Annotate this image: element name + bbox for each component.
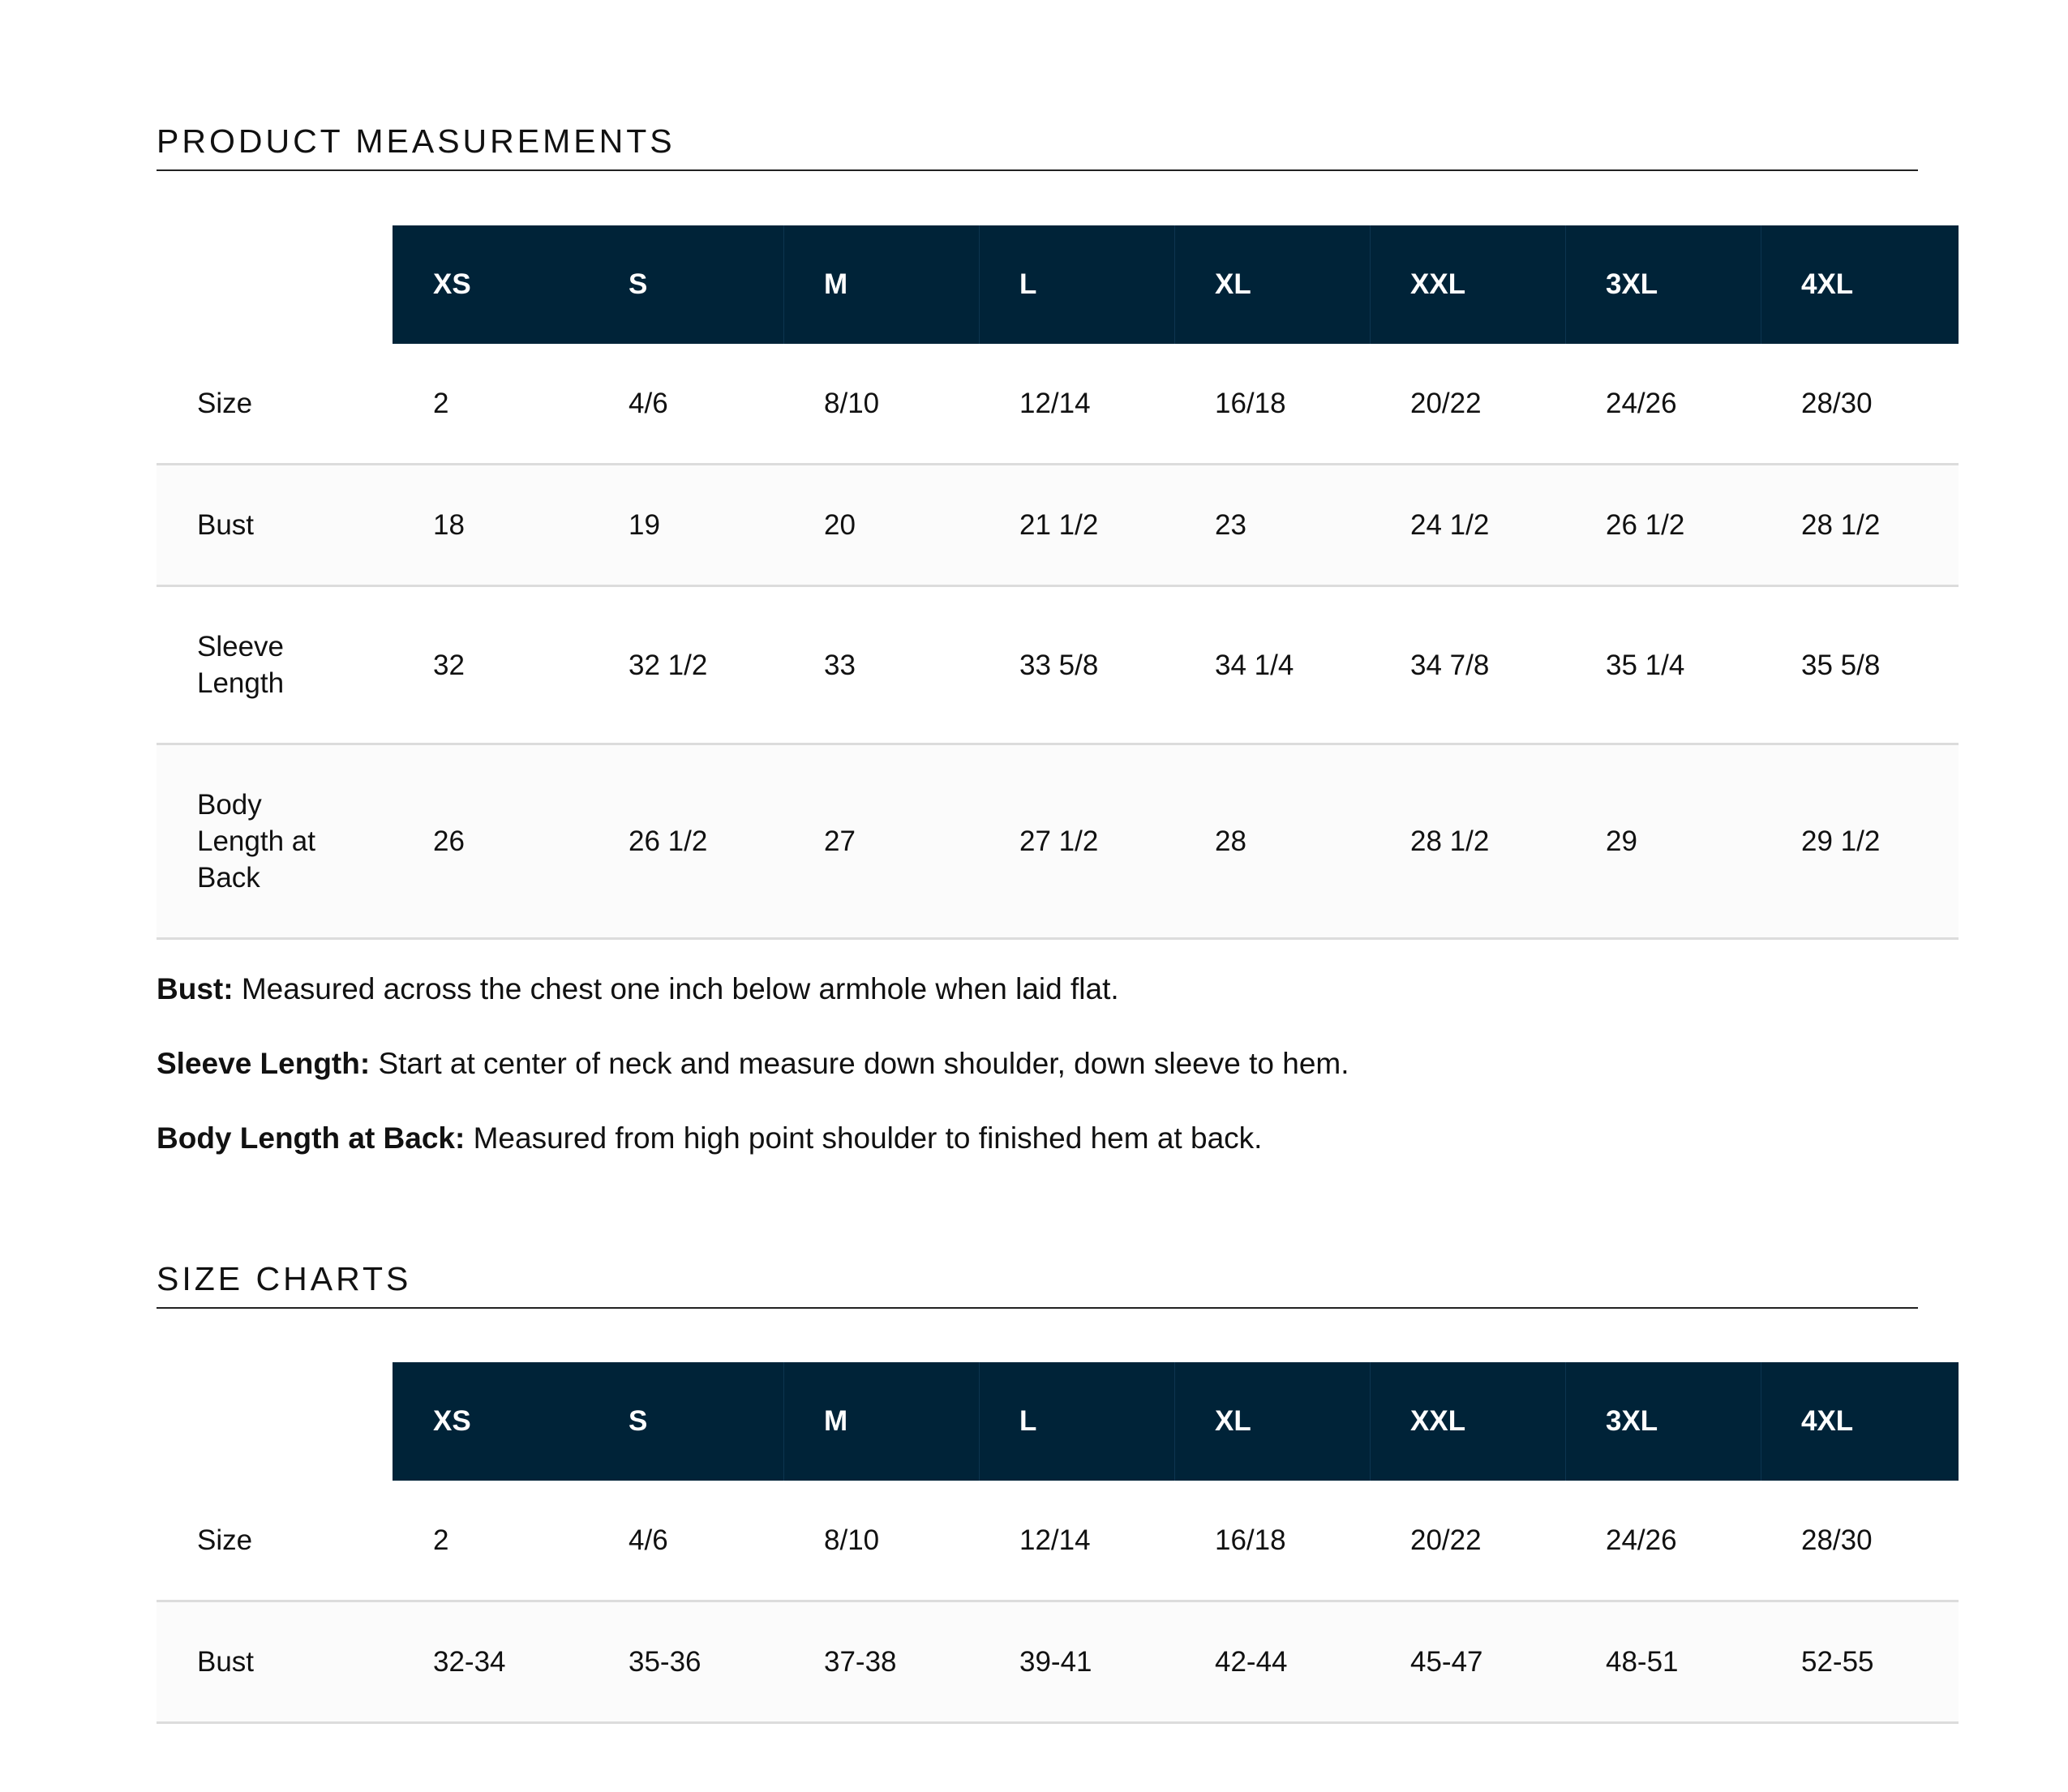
table-cell: 28 <box>1215 825 1246 857</box>
header-cell-l: L <box>1019 268 1037 300</box>
table-cell: 32-34 <box>433 1646 506 1678</box>
table-cell: 48-51 <box>1606 1646 1679 1678</box>
header-cell-xl: XL <box>1215 268 1251 300</box>
table-cell: 2 <box>433 388 449 419</box>
table-cell: 4/6 <box>629 1524 668 1556</box>
header-divider <box>1370 1362 1371 1481</box>
table-cell: 26 1/2 <box>1606 509 1685 541</box>
table-cell: 20/22 <box>1410 1524 1482 1556</box>
note-text: Start at center of neck and measure down shoulder, down sleeve to hem. <box>370 1047 1349 1080</box>
header-cell-4xl: 4XL <box>1801 268 1854 300</box>
table-cell: 8/10 <box>824 1524 880 1556</box>
row-label: Bust <box>197 1646 255 1678</box>
measurements-table <box>157 225 1959 940</box>
note-term: Sleeve Length: <box>157 1047 371 1080</box>
header-cell-xl: XL <box>1215 1405 1251 1437</box>
measurements-title: PRODUCT MEASUREMENTS <box>157 122 1918 171</box>
table-cell: 52-55 <box>1801 1646 1874 1678</box>
table-row <box>157 745 1959 940</box>
table-cell: 27 <box>824 825 856 857</box>
table-cell: 32 <box>433 649 465 681</box>
header-cell-4xl: 4XL <box>1801 1405 1854 1437</box>
table-row <box>157 1602 1959 1724</box>
header-cell-m: M <box>824 1405 848 1437</box>
header-cell-3xl: 3XL <box>1606 268 1658 300</box>
table-cell: 29 1/2 <box>1801 825 1881 857</box>
header-divider <box>979 1362 980 1481</box>
header-cell-xxl: XXL <box>1410 1405 1466 1437</box>
table-cell: 24/26 <box>1606 388 1677 419</box>
table-row <box>157 344 1959 465</box>
note-text: Measured from high point shoulder to finished hem at back. <box>465 1121 1263 1155</box>
header-divider <box>1370 225 1371 344</box>
table-cell: 24/26 <box>1606 1524 1677 1556</box>
table-cell: 28 1/2 <box>1801 509 1881 541</box>
table-cell: 26 1/2 <box>629 825 708 857</box>
table-row <box>157 465 1959 587</box>
table-cell: 27 1/2 <box>1019 825 1099 857</box>
table-cell: 35 5/8 <box>1801 649 1881 681</box>
table-cell: 20 <box>824 509 856 541</box>
table-row <box>157 1481 1959 1602</box>
table-cell: 19 <box>629 509 660 541</box>
note-term: Bust: <box>157 972 234 1005</box>
row-label: Size <box>197 388 253 419</box>
table-cell: 45-47 <box>1410 1646 1483 1678</box>
header-cell-s: S <box>629 1405 648 1437</box>
table-cell: 35-36 <box>629 1646 701 1678</box>
header-divider <box>1174 1362 1175 1481</box>
table-cell: 21 1/2 <box>1019 509 1099 541</box>
table-cell: 2 <box>433 1524 449 1556</box>
table-cell: 35 1/4 <box>1606 649 1685 681</box>
header-divider <box>1565 225 1566 344</box>
header-divider <box>1174 225 1175 344</box>
size-charts-table <box>157 1362 1959 1724</box>
table-cell: 26 <box>433 825 465 857</box>
table-cell: 28/30 <box>1801 388 1873 419</box>
table-cell: 16/18 <box>1215 1524 1286 1556</box>
table-cell: 20/22 <box>1410 388 1482 419</box>
row-label: Bust <box>197 509 255 541</box>
table-cell: 33 5/8 <box>1019 649 1099 681</box>
table-cell: 37-38 <box>824 1646 897 1678</box>
table-cell: 33 <box>824 649 856 681</box>
note-term: Body Length at Back: <box>157 1121 466 1155</box>
header-cell-xs: XS <box>433 268 471 300</box>
table-cell: 18 <box>433 509 465 541</box>
table-cell: 12/14 <box>1019 1524 1091 1556</box>
table-cell: 42-44 <box>1215 1646 1288 1678</box>
header-divider <box>979 225 980 344</box>
row-label: Size <box>197 1524 253 1556</box>
table-cell: 12/14 <box>1019 388 1091 419</box>
header-divider <box>783 225 784 344</box>
header-divider <box>783 1362 784 1481</box>
size-charts-title: SIZE CHARTS <box>157 1259 1918 1309</box>
table-cell: 16/18 <box>1215 388 1286 419</box>
table-cell: 8/10 <box>824 388 880 419</box>
table-cell: 29 <box>1606 825 1637 857</box>
header-cell-3xl: 3XL <box>1606 1405 1658 1437</box>
table-cell: 39-41 <box>1019 1646 1092 1678</box>
table-cell: 23 <box>1215 509 1246 541</box>
note-body-length <box>157 1119 1918 1158</box>
table-cell: 34 1/4 <box>1215 649 1294 681</box>
header-cell-xxl: XXL <box>1410 268 1466 300</box>
note-text: Measured across the chest one inch below armhole when laid flat. <box>233 972 1119 1005</box>
measurements-header-row <box>157 225 1959 344</box>
row-label: Body Length at Back <box>197 789 315 894</box>
table-cell: 28 1/2 <box>1410 825 1490 857</box>
header-cell-m: M <box>824 268 848 300</box>
header-divider <box>1565 1362 1566 1481</box>
table-cell: 32 1/2 <box>629 649 708 681</box>
note-bust <box>157 970 1918 1009</box>
table-cell: 4/6 <box>629 388 668 419</box>
size-charts-header-row <box>157 1362 1959 1481</box>
table-row <box>157 587 1959 745</box>
table-cell: 28/30 <box>1801 1524 1873 1556</box>
header-cell-l: L <box>1019 1405 1037 1437</box>
table-cell: 24 1/2 <box>1410 509 1490 541</box>
note-sleeve-length <box>157 1044 1918 1083</box>
table-cell: 34 7/8 <box>1410 649 1490 681</box>
measurement-notes <box>157 970 1918 1194</box>
header-cell-xs: XS <box>433 1405 471 1437</box>
row-label: Sleeve Length <box>197 631 285 699</box>
header-cell-s: S <box>629 268 648 300</box>
